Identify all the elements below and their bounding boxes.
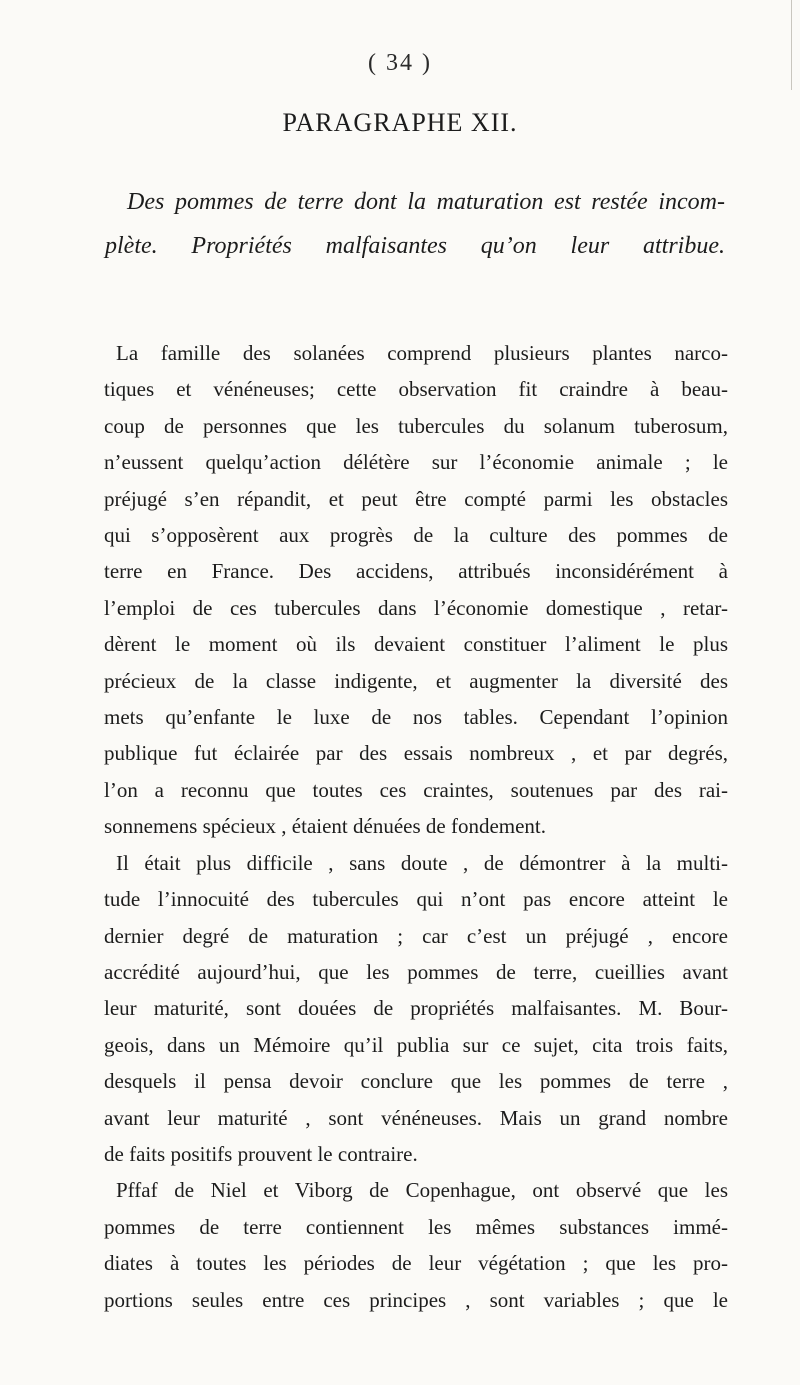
text-line: geois, dans un Mémoire qu’il publia sur ce sujet, cita trois faits, [104,1032,728,1057]
text-line: desquels il pensa devoir conclure que les pommes de terre , [104,1069,728,1094]
section-heading: PARAGRAPHE XII. [282,108,518,137]
text-line: Pffaf de Niel et Viborg de Copenhague, ont observé que les [116,1178,728,1203]
text-line: leur maturité, sont douées de propriétés malfaisantes. M. Bour- [104,996,728,1021]
text-line: La famille des solanées comprend plusieurs plantes narco- [116,341,728,365]
text-line: n’eussent quelqu’action délétère sur l’économie animale ; le [104,450,728,475]
subtitle-line: plète. Propriétés malfaisantes qu’on leur attribue. [105,233,725,259]
text-line: avant leur maturité , sont vénéneuses. Mais un grand nombre [104,1105,728,1130]
text-line: l’emploi de ces tubercules dans l’économie domestique , retar- [104,595,728,620]
text-line: Il était plus difficile , sans doute , de démontrer à la multi- [116,850,728,875]
text-line: préjugé s’en répandit, et peut être compté parmi les obstacles [104,486,728,511]
paragraph-2 [104,845,728,1173]
page-number: ( 34 ) [368,50,432,76]
text-line: portions seules entre ces principes , sont variables ; que le [104,1287,728,1312]
text-line: dernier degré de maturation ; car c’est un préjugé , encore [104,923,728,948]
text-line: de faits positifs prouvent le contraire. [104,1141,418,1166]
text-line: publique fut éclairée par des essais nombreux , et par degrés, [104,741,728,766]
text-line: diates à toutes les périodes de leur végétation ; que les pro- [104,1251,728,1276]
section-subtitle [105,180,725,268]
text-line: dèrent le moment où ils devaient constituer l’aliment le plus [104,632,728,657]
body-text [104,335,728,1318]
text-line: l’on a reconnu que toutes ces craintes, soutenues par des rai- [104,777,728,802]
text-line: précieux de la classe indigente, et augmenter la diversité des [104,668,728,693]
paragraph-1 [104,335,728,845]
text-line: mets qu’enfante le luxe de nos tables. Cependant l’opinion [104,705,728,730]
text-line: sonnemens spécieux , étaient dénuées de fondement. [104,814,547,839]
text-line: tude l’innocuité des tubercules qui n’ont pas encore atteint le [104,887,728,912]
text-line: accrédité aujourd’hui, que les pommes de terre, cueillies avant [104,959,728,984]
paragraph-3 [104,1172,728,1318]
text-line: pommes de terre contiennent les mêmes substances immé- [104,1214,728,1239]
text-line: qui s’opposèrent aux progrès de la culture des pommes de [104,523,728,548]
subtitle-line: Des pommes de terre dont la maturation est restée incom- [127,189,725,215]
text-line: tiques et vénéneuses; cette observation fit craindre à beau- [104,377,728,402]
text-line: coup de personnes que les tubercules du solanum tuberosum, [104,413,728,438]
text-line: terre en France. Des accidens, attribués inconsidérément à [104,559,728,584]
